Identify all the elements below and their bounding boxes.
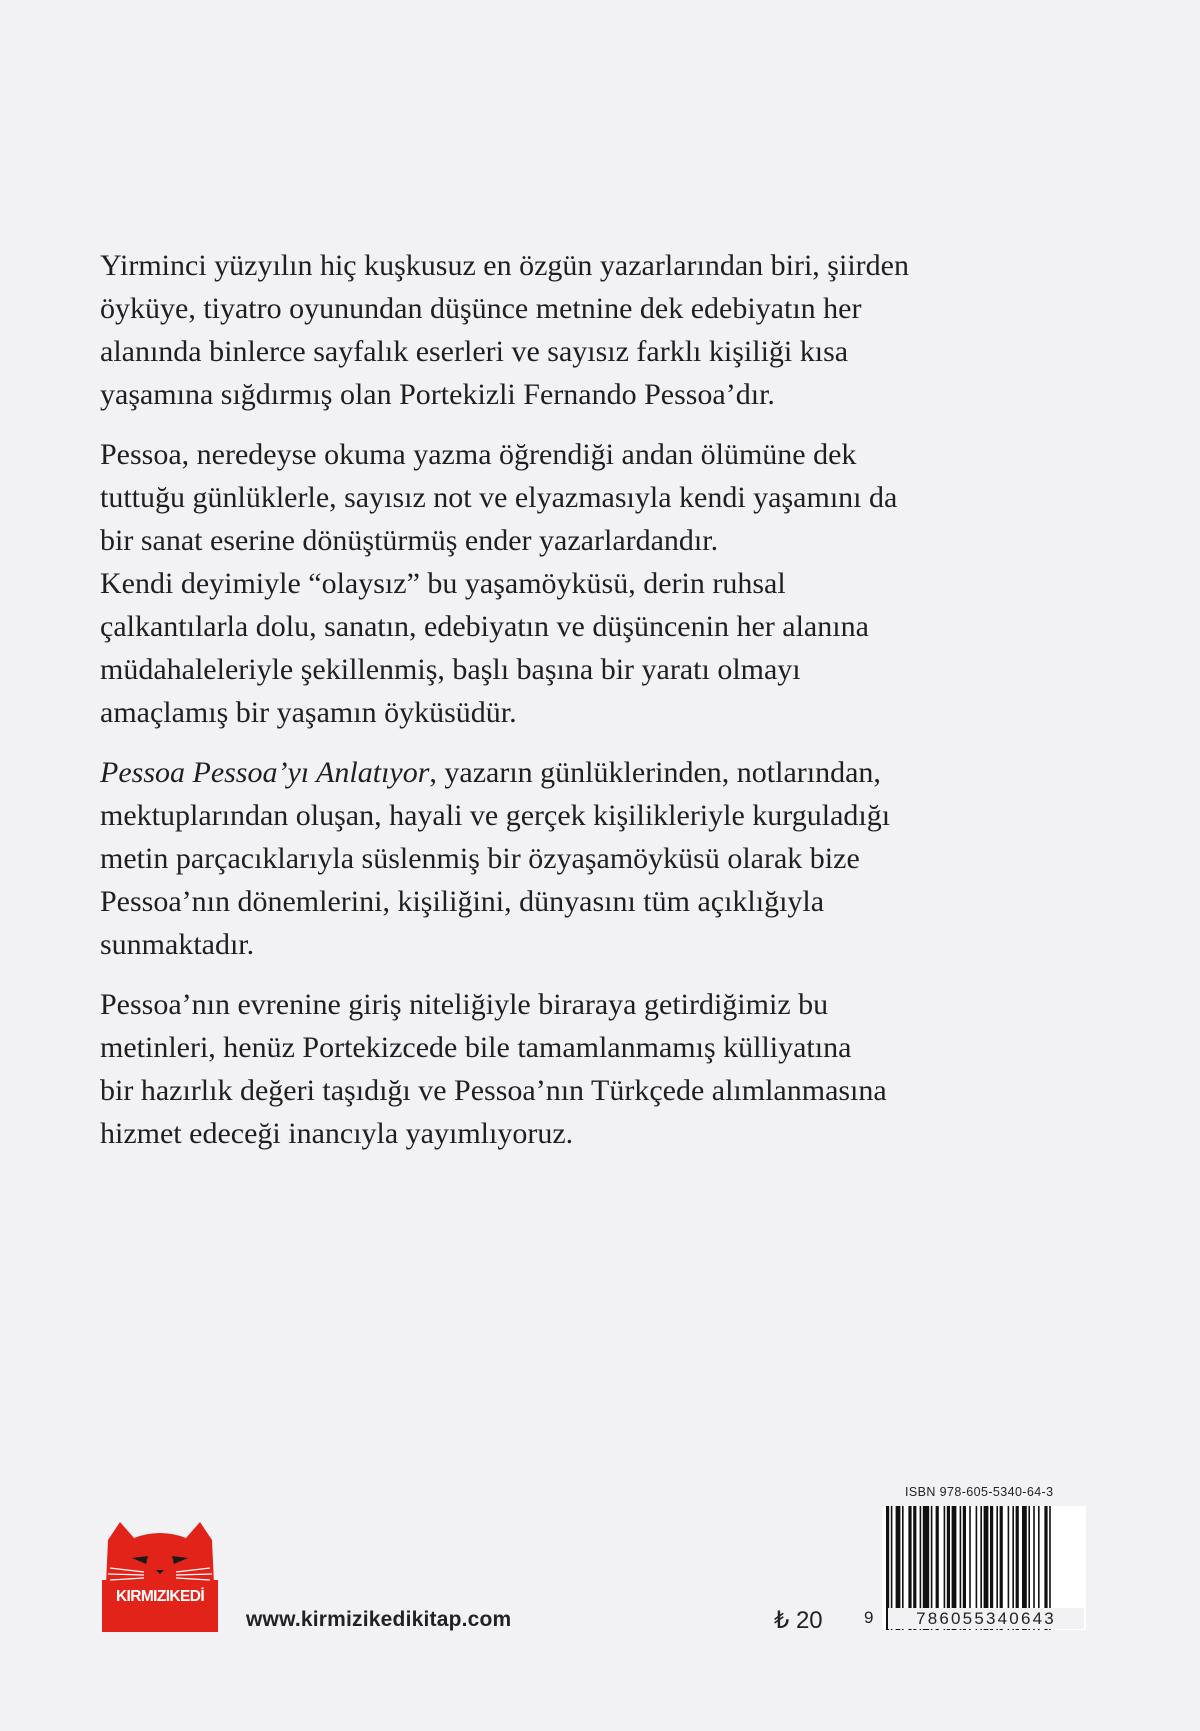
blurb-line: bir sanat eserine dönüştürmüş ender yazarlardandır. xyxy=(100,524,719,557)
blurb-line: metin parçacıklarıyla süslenmiş bir özyaşamöyküsü olarak bize xyxy=(100,842,860,875)
blurb-line-rest: , yazarın günlüklerinden, notlarından, xyxy=(429,756,881,789)
book-title: Pessoa Pessoa’yı Anlatıyor xyxy=(100,756,430,789)
blurb-paragraph-3 xyxy=(100,751,1110,966)
blurb-paragraph-2 xyxy=(100,433,1110,734)
red-cat-icon xyxy=(102,1520,218,1632)
blurb-paragraph-1 xyxy=(100,244,1110,416)
blurb-line: müdahaleleriyle şekillenmiş, başlı başına bir yaratı olmayı xyxy=(100,653,801,686)
back-cover-blurb xyxy=(100,244,1110,1172)
blurb-line: bir hazırlık değeri taşıdığı ve Pessoa’nın Türkçede alımlanmasına xyxy=(100,1074,887,1107)
blurb-line: yaşamına sığdırmış olan Portekizli Fernando Pessoa’dır. xyxy=(100,378,775,411)
blurb-line: metinleri, henüz Portekizcede bile tamamlanmamış külliyatına xyxy=(100,1031,852,1064)
blurb-line: Kendi deyimiyle “olaysız” bu yaşamöyküsü, derin ruhsal xyxy=(100,567,786,600)
blurb-line: çalkantılarla dolu, sanatın, edebiyatın ve düşüncenin her alanına xyxy=(100,610,869,643)
publisher-logo xyxy=(102,1520,218,1632)
blurb-paragraph-4 xyxy=(100,983,1110,1155)
publisher-website: www.kirmizikedikitap.com xyxy=(246,1608,512,1631)
blurb-line: tuttuğu günlüklerle, sayısız not ve elyazmasıyla kendi yaşamını da xyxy=(100,481,898,514)
blurb-line: mektuplarından oluşan, hayali ve gerçek kişilikleriyle kurguladığı xyxy=(100,799,891,832)
blurb-line: Pessoa’nın dönemlerini, kişiliğini, dünyasını tüm açıklığıyla xyxy=(100,885,825,918)
blurb-line: Pessoa, neredeyse okuma yazma öğrendiği andan ölümüne dek xyxy=(100,438,857,471)
barcode-first-digit: 9 xyxy=(864,1608,874,1627)
blurb-line: amaçlamış bir yaşamın öyküsüdür. xyxy=(100,696,517,729)
price-label: ₺ 20 xyxy=(774,1607,823,1634)
blurb-line: Yirminci yüzyılın hiç kuşkusuz en özgün yazarlarından biri, şiirden xyxy=(100,249,909,282)
blurb-line: Pessoa’nın evrenine giriş niteliğiyle biraraya getirdiğimiz bu xyxy=(100,988,829,1021)
blurb-line: öyküye, tiyatro oyunundan düşünce metnine dek edebiyatın her xyxy=(100,292,862,325)
blurb-line: sunmaktadır. xyxy=(100,928,255,961)
blurb-line: alanında binlerce sayfalık eserleri ve sayısız farklı kişiliği kısa xyxy=(100,335,849,368)
barcode-digits: 786055340643 xyxy=(888,1608,1084,1629)
blurb-line: hizmet edeceği inancıyla yayımlıyoruz. xyxy=(100,1117,574,1150)
blurb-line xyxy=(100,751,1110,794)
isbn-label: ISBN 978-605-5340-64-3 xyxy=(905,1485,1054,1499)
publisher-logo-text: KIRMIZIKEDİ xyxy=(115,1588,205,1605)
